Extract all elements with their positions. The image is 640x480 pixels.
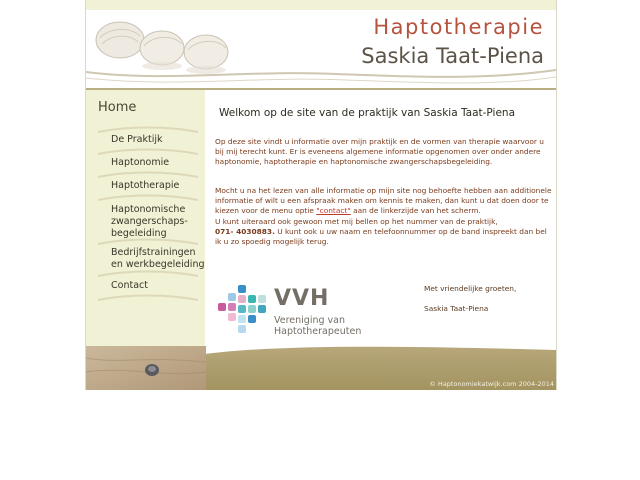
footer <box>86 346 556 390</box>
vvh-mark-icon <box>216 283 272 337</box>
sidebar-item-home[interactable]: Home <box>98 100 137 115</box>
phone-paragraph-line: U kunt uiteraard ook gewoon met mij bellen op het nummer van de praktijk, <box>215 217 498 226</box>
sidebar-item-haptotherapie[interactable]: Haptotherapie <box>111 180 180 191</box>
contact-paragraph <box>215 186 555 217</box>
sidebar-item-zwangerschapsbegeleiding[interactable]: Haptonomische zwangerschaps-begeleiding <box>111 204 188 239</box>
top-strip <box>86 0 556 10</box>
shells-illustration <box>96 22 228 74</box>
vvh-name: VVH <box>274 286 330 311</box>
phone-paragraph-rest: U kunt ook u uw naam en telefoonnummer op de band inspreekt dan bel ik u zo spoedig mogelijk terug. <box>215 227 547 247</box>
header <box>86 10 556 88</box>
copyright-text: © Haptonomiekatwijk.com 2004-2014 <box>429 380 554 388</box>
brand-title: Haptotherapie <box>373 15 544 39</box>
vvh-logo[interactable] <box>216 283 426 338</box>
contact-paragraph-text-end: aan de linkerzijde van het scherm. <box>350 206 481 216</box>
sidebar-item-bedrijfstrainingen[interactable]: Bedrijfstrainingen en werkbegeleiding <box>111 247 205 270</box>
sidebar-item-contact[interactable]: Contact <box>111 280 148 291</box>
vvh-subtitle: Vereniging van Haptotherapeuten <box>274 315 362 337</box>
signoff-name: Saskia Taat-Piena <box>424 304 489 313</box>
page-container <box>85 0 557 390</box>
greeting-text: Met vriendelijke groeten, <box>424 284 517 293</box>
phone-paragraph <box>215 217 555 248</box>
intro-paragraph: Op deze site vindt u informatie over mijn praktijk en de vormen van therapie waarvoor u bij mij terecht kunt. Er is eveneens algemene informatie opgenomen over onder andere haptonomie, haptotherapie en haptonomische zwangerschapsbegeleiding. <box>215 137 544 167</box>
sidebar-item-haptonomie[interactable]: Haptonomie <box>111 157 170 168</box>
phone-number: 071- 4030883. <box>215 227 275 237</box>
brand-name: Saskia Taat-Piena <box>361 44 544 68</box>
contact-paragraph-text: Mocht u na het lezen van alle informatie op mijn site nog behoefte hebben aan additionele informatie of wilt u een afspraak maken om kennis te maken, dan kunt u dat doen door te kiezen voor de menu optie <box>215 186 552 216</box>
sidebar-item-de-praktijk[interactable]: De Praktijk <box>111 134 163 145</box>
page-title: Welkom op de site van de praktijk van Saskia Taat-Piena <box>219 107 515 119</box>
contact-link[interactable]: "contact" <box>316 206 351 216</box>
nav-divider <box>98 292 198 306</box>
sidebar <box>86 90 205 348</box>
